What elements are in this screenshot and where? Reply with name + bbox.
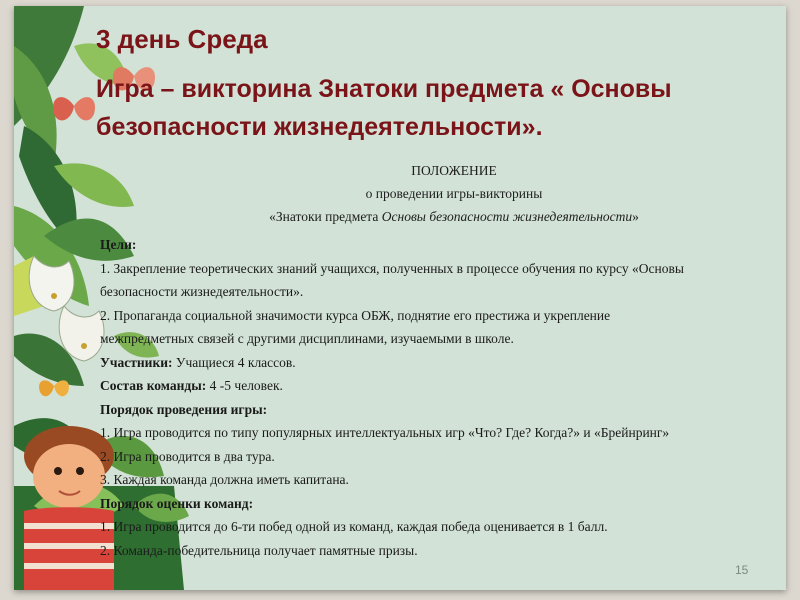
day-title: 3 день Среда (96, 24, 268, 54)
goal-1-line-2: безопасности жизнедеятельности». (100, 284, 304, 299)
team-label: Состав команды: (100, 378, 207, 393)
team-value: 4 -5 человек. (206, 378, 283, 393)
goal-1-line-1: 1. Закрепление теоретических знаний учащихся, полученных в процессе обучения по курсу «Основы (100, 260, 684, 276)
scoring-label: Порядок оценки команд: (100, 495, 254, 511)
game-title-line2: безопасности жизнедеятельности». (96, 113, 543, 141)
scoring-item: 2. Команда-победительница получает памятные призы. (100, 542, 418, 558)
regulation-body (100, 233, 760, 562)
regulation-title (254, 209, 654, 225)
regulation-title-prefix: «Знатоки предмета (269, 209, 382, 224)
regulation-heading: ПОЛОЖЕНИЕ (411, 163, 497, 178)
scoring-item: 1. Игра проводится до 6-ти побед одной из команд, каждая победа оценивается в 1 балл. (100, 519, 608, 534)
goal-2-line-2: межпредметных связей с другими дисциплинами, изучаемыми в школе. (100, 331, 514, 346)
procedure-item: 3. Каждая команда должна иметь капитана. (100, 472, 349, 487)
game-title (96, 70, 696, 146)
participants-label: Участники: (100, 354, 173, 370)
procedure-item: 1. Игра проводится по типу популярных интеллектуальных игр «Что? Где? Когда?» и «Брейнринг» (100, 425, 670, 440)
game-title-line1: Игра – викторина Знатоки предмета « Основы (96, 75, 672, 103)
page-number: 15 (735, 563, 749, 577)
slide-content (14, 6, 786, 590)
goals-label: Цели: (100, 237, 137, 252)
regulation-title-subject: Основы безопасности жизнедеятельности (381, 209, 633, 224)
participants-value: Учащиеся 4 классов. (172, 354, 296, 370)
procedure-item: 2. Игра проводится в два тура. (100, 448, 275, 464)
procedure-label: Порядок проведения игры: (100, 401, 268, 417)
slide (14, 6, 786, 590)
goal-2-line-1: 2. Пропаганда социальной значимости курса ОБЖ, поднятие его престижа и укрепление (100, 307, 611, 323)
participants-line (100, 351, 760, 375)
regulation-title-suffix: » (632, 209, 639, 224)
regulation-subheading: о проведении игры-викторины (365, 186, 543, 201)
team-line (100, 374, 760, 398)
